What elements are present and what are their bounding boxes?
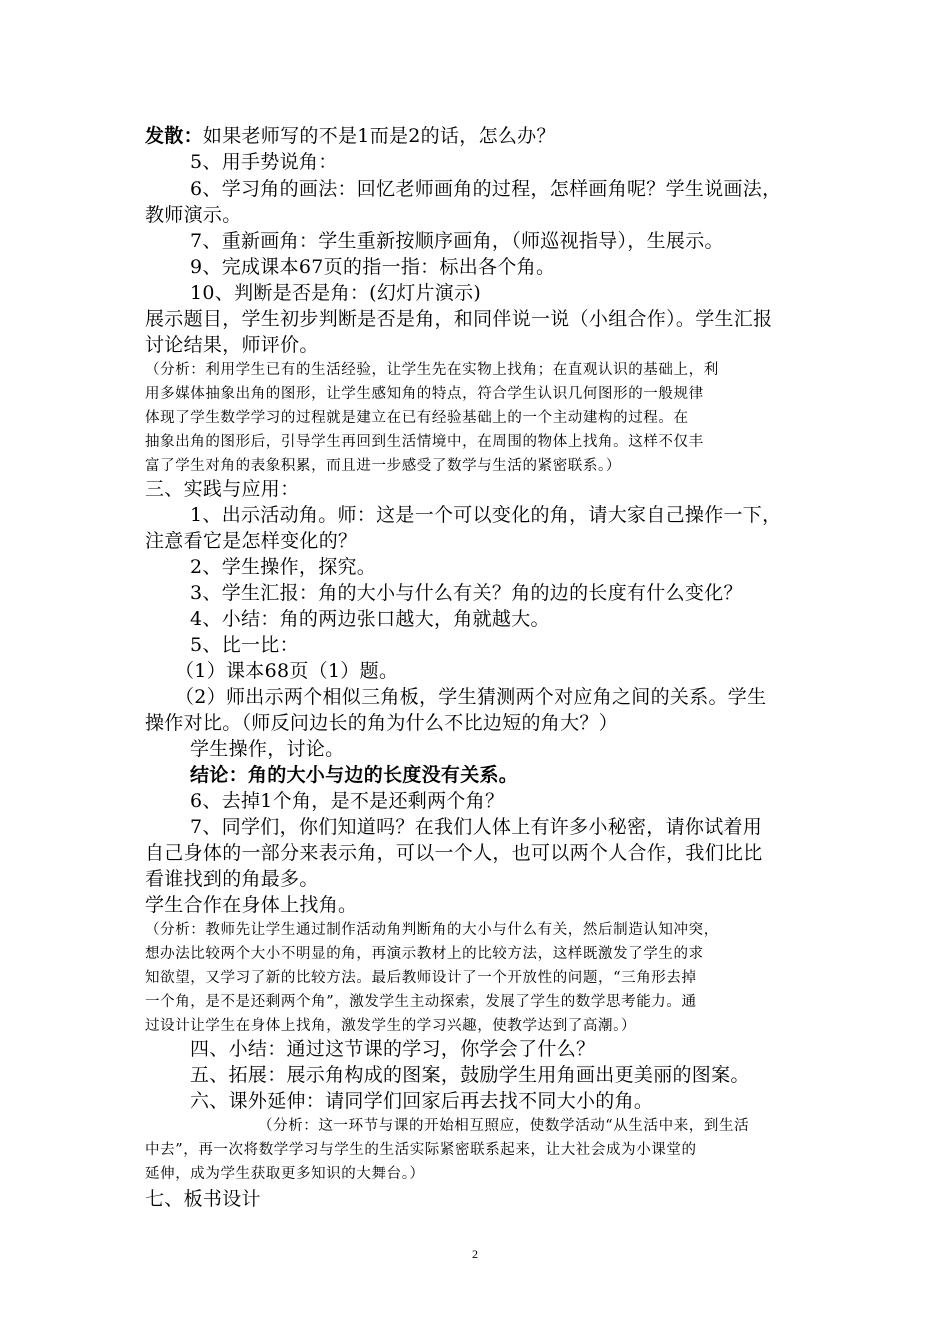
analysis-line: （分析：教师先让学生通过制作活动角判断角的大小与什么有关，然后制造认知冲突，	[145, 922, 719, 938]
analysis-line: 抽象出角的图形后，引导学生再回到生活情境中，在周围的物体上找角。这样不仅丰	[145, 434, 704, 450]
text-line: 展示题目，学生初步判断是否是角，和同伴说一说（小组合作）。学生汇报	[145, 308, 773, 330]
conclusion-line: 结论：角的大小与边的长度没有关系。	[190, 764, 519, 786]
text-line: 3、学生汇报：角的大小与什么有关？角的边的长度有什么变化？	[190, 582, 743, 604]
text-line: 注意看它是怎样变化的？	[145, 530, 358, 552]
text-line: 7、重新画角：学生重新按顺序画角，（师巡视指导），生展示。	[190, 230, 724, 252]
analysis-line: 想办法比较两个大小不明显的角，再演示教材上的比较方法，这样既激发了学生的求	[145, 946, 704, 962]
text-line: 9、完成课本67页的指一指：标出各个角。	[190, 256, 556, 278]
section-heading: 七、板书设计	[145, 1188, 261, 1210]
analysis-line: （分析：这一环节与课的开始相互照应，使数学活动“从生活中来，到生活	[258, 1118, 750, 1134]
section-heading: 三、实践与应用：	[145, 478, 300, 500]
text-line: 教师演示。	[145, 204, 242, 226]
analysis-line: 一个角，是不是还剩两个角”，激发学生主动探索，发展了学生的数学思考能力。通	[145, 994, 697, 1010]
text-line: 6、学习角的画法：回忆老师画角的过程，怎样画角呢？学生说画法，	[190, 178, 782, 200]
analysis-line: 体现了学生数学学习的过程就是建立在已有经验基础上的一个主动建构的过程。在	[145, 410, 689, 426]
text-line: 学生合作在身体上找角。	[145, 894, 358, 916]
paragraph-diverge	[145, 123, 845, 149]
analysis-line: 过设计让学生在身体上找角，激发学生的学习兴趣，使教学达到了高潮。）	[145, 1018, 637, 1034]
analysis-line: 延伸，成为学生获取更多知识的大舞台。）	[145, 1166, 425, 1182]
diverge-label: 发散：	[145, 125, 203, 147]
text-line: 4、小结：角的两边张口越大，角就越大。	[190, 608, 550, 630]
text-line: 六、课外延伸：请同学们回家后再去找不同大小的角。	[190, 1090, 654, 1112]
text-line: 10、判断是否是角：(幻灯片演示)	[190, 282, 482, 304]
text-line: 6、去掉1个角，是不是还剩两个角？	[190, 790, 505, 812]
analysis-line: 知欲望，又学习了新的比较方法。最后教师设计了一个开放性的问题，“三角形去掉	[145, 970, 697, 986]
analysis-line: 富了学生对角的表象积累，而且进一步感受了数学与生活的紧密联系。）	[145, 458, 621, 474]
text-line: 讨论结果，师评价。	[145, 334, 319, 356]
text-line: 5、比一比：	[190, 634, 299, 656]
text-line: 学生操作，讨论。	[190, 738, 345, 760]
text-line: 五、拓展：展示角构成的图案，鼓励学生用角画出更美丽的图案。	[190, 1064, 750, 1086]
text-line: 1、出示活动角。师：这是一个可以变化的角，请大家自己操作一下，	[190, 504, 782, 526]
text-line: （1）课本68页（1）题。	[175, 660, 399, 682]
analysis-line: （分析：利用学生已有的生活经验，让学生先在实物上找角；在直观认识的基础上，利	[145, 362, 719, 378]
text-line: 7、同学们，你们知道吗？在我们人体上有许多小秘密，请你试着用	[190, 816, 763, 838]
text-line: 2、学生操作，探究。	[190, 556, 377, 578]
analysis-line: 用多媒体抽象出角的图形，让学生感知角的特点，符合学生认识几何图形的一般规律	[145, 386, 704, 402]
text-line: 四、小结：通过这节课的学习，你学会了什么？	[190, 1038, 596, 1060]
page-number: 2	[472, 1247, 478, 1261]
text-line: （2）师出示两个相似三角板，学生猜测两个对应角之间的关系。学生	[175, 686, 767, 708]
text-line: 5、用手势说角：	[190, 151, 338, 173]
diverge-text: 如果老师写的不是1而是2的话，怎么办？	[202, 125, 556, 147]
text-line: 操作对比。（师反问边长的角为什么不比边短的角大？）	[145, 712, 619, 734]
analysis-line: 中去”，再一次将数学学习与学生的生活实际紧密联系起来，让大社会成为小课堂的	[145, 1142, 697, 1158]
text-line: 看谁找到的角最多。	[145, 868, 319, 890]
text-line: 自己身体的一部分来表示角，可以一个人，也可以两个人合作，我们比比	[145, 842, 763, 864]
